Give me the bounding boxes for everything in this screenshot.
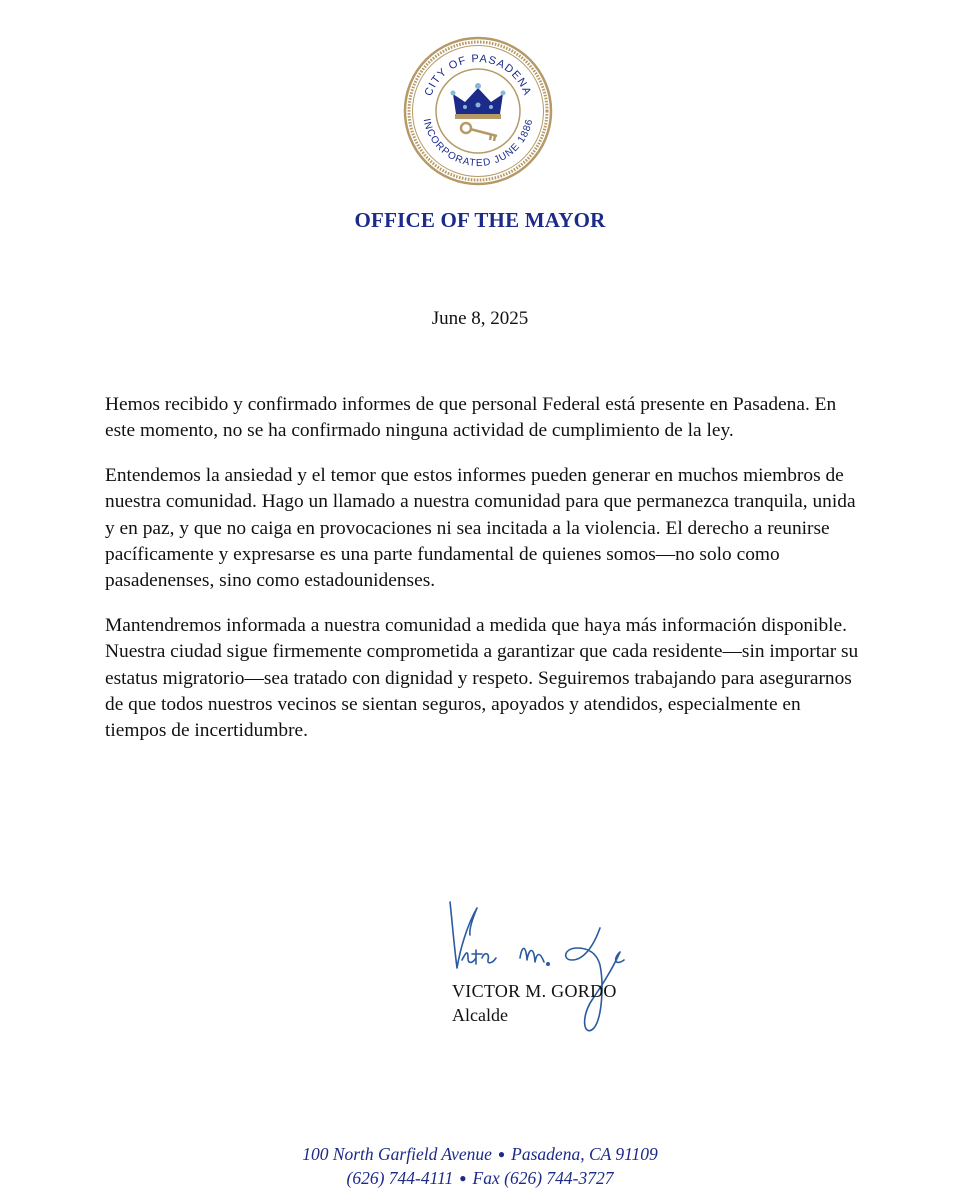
key-icon [461,123,497,141]
paragraph-1: Hemos recibido y confirmado informes de que personal Federal está presente en Pasadena. En este momento, no se ha confirmado ninguna actividad de cumplimiento de la ley. [105,394,837,442]
footer-city: Pasadena, CA 91109 [511,1144,658,1164]
bullet-icon: ● [497,1147,506,1161]
office-heading: OFFICE OF THE MAYOR [354,208,606,232]
footer-line-2 [0,1166,960,1190]
footer-street: 100 North Garfield Avenue [302,1144,492,1164]
footer-line-1 [0,1142,960,1166]
letter-body [105,392,865,763]
footer-phone: (626) 744-4111 [346,1168,454,1188]
letter-date: June 8, 2025 [431,308,529,329]
footer-fax: Fax (626) 744-3727 [472,1168,614,1188]
paragraph-3: Mantendremos informada a nuestra comunidad a medida que haya más información disponible. Nuestra ciudad sigue firmemente comprometida a garantizar que cada residente—sin importar su estatus migratorio—sea tratado con dignidad y respeto. Seguiremos trabajando para asegurarnos de que todos nuestros vecinos se sientan seguros, apoyados y atendidos, especialmente en tiempos de incertidumbre. [105,614,859,742]
signer-name: VICTOR M. GORDO [452,981,617,1001]
seal-bottom-text: INCORPORATED JUNE 1886 [420,117,536,170]
bullet-icon: ● [459,1171,467,1185]
footer-address [0,1142,960,1190]
signer-title: Alcalde [452,1005,508,1025]
seal-top-text: CITY OF PASADENA [422,52,534,98]
city-seal [403,36,553,186]
paragraph-2: Entendemos la ansiedad y el temor que estos informes pueden generar en muchos miembros de nuestra comunidad. Hago un llamado a nuestra comunidad para que permanezca tranquila, unida y en paz, y que no caiga en provocaciones ni sea incitada a la violencia. El derecho a reunirse pacíficamente y expresarse es una parte fundamental de quienes somos—no solo como pasadenenses, sino como estadounidenses. [105,464,856,592]
crown-icon [451,83,506,119]
